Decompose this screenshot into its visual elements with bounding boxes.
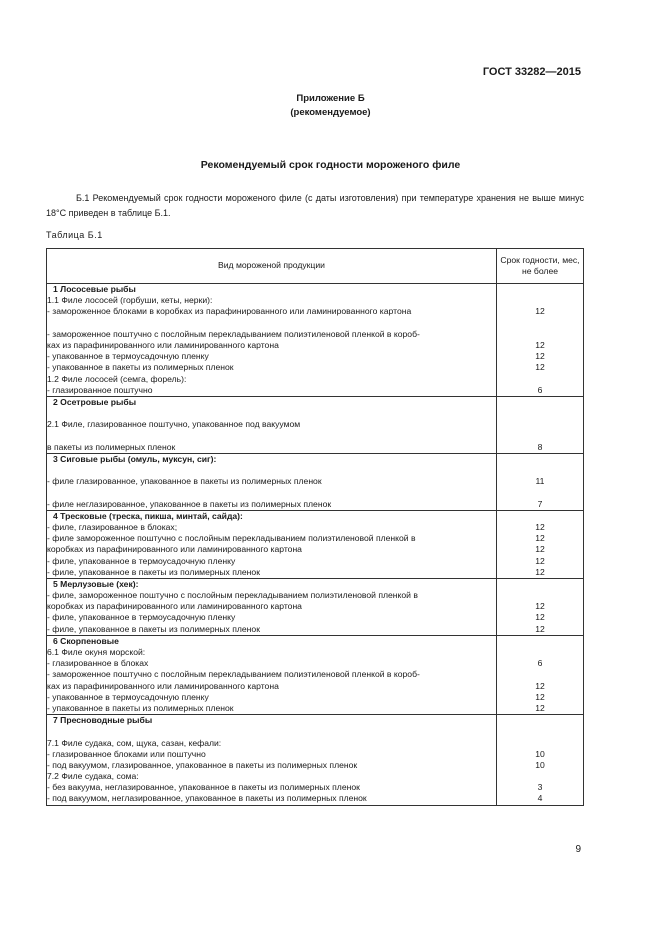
shelf-life-value (497, 408, 583, 419)
product-line: - филе, упакованное в пакеты из полимерных пленок (47, 566, 260, 577)
page-number: 9 (575, 844, 581, 855)
shelf-life-value (497, 430, 583, 441)
shelf-life-value: 6 (537, 658, 543, 669)
shelf-life-value (497, 329, 583, 340)
shelf-life-value (497, 669, 583, 680)
shelf-life-cell (497, 635, 584, 714)
shelf-life-value: 7 (537, 498, 543, 509)
shelf-life-value (497, 579, 583, 590)
table-body (47, 284, 584, 806)
product-description-cell (47, 715, 497, 806)
shelf-life-value: 12 (535, 555, 545, 566)
annex-title: Приложение Б (296, 93, 365, 104)
product-line: - упакованное в пакеты из полимерных пленок (47, 702, 234, 713)
shelf-life-value (497, 715, 583, 726)
product-line: - филе, замороженное поштучно с послойным перекладыванием полиэтиленовой пленкой в (47, 590, 418, 601)
header-shelf-life: Срок годности, мес, не более (497, 249, 584, 284)
product-line: - упакованное в пакеты из полимерных пленок (47, 362, 234, 373)
standard-number: ГОСТ 33282—2015 (482, 66, 581, 78)
product-line (47, 465, 496, 476)
product-line: ках из парафинированного или ламинированного картона (47, 680, 279, 691)
shelf-life-value: 4 (537, 793, 543, 804)
product-line (47, 318, 496, 329)
product-line (47, 430, 496, 441)
product-line: - упакованное в термоусадочную пленку (47, 351, 209, 362)
section-heading: 6 Скорпеновые (53, 635, 119, 646)
product-description-cell (47, 396, 497, 453)
shelf-life-value: 8 (537, 441, 543, 452)
product-line: - замороженное поштучно с послойным перекладыванием полиэтиленовой пленкой в короб- (47, 669, 420, 680)
shelf-life-value: 12 (535, 521, 545, 532)
product-line: - замороженное блоками в коробках из парафинированного или ламинированного картона (47, 306, 412, 317)
shelf-life-value: 10 (535, 748, 545, 759)
shelf-life-value: 12 (535, 612, 545, 623)
product-line: 7.1 Филе судака, сом, щука, сазан, кефали: (47, 737, 222, 748)
table-row (47, 284, 584, 397)
shelf-life-value (497, 465, 583, 476)
shelf-life-value: 12 (535, 601, 545, 612)
table-caption: Таблица Б.1 (46, 230, 103, 240)
shelf-life-value: 10 (535, 759, 545, 770)
shelf-life-value: 12 (535, 306, 545, 317)
shelf-life-table (46, 248, 584, 806)
shelf-life-value: 12 (535, 566, 545, 577)
table-row (47, 453, 584, 510)
product-line: - замороженное поштучно с послойным перекладыванием полиэтиленовой пленкой в короб- (47, 328, 420, 339)
product-line: в пакеты из полимерных пленок (47, 441, 176, 452)
product-line (47, 726, 496, 737)
product-line: - глазированное блоками или поштучно (47, 748, 206, 759)
shelf-life-value (497, 487, 583, 498)
shelf-life-value (497, 295, 583, 306)
product-line: 7.2 Филе судака, сома: (47, 771, 139, 782)
product-line: - филе, упакованное в термоусадочную пленку (47, 612, 236, 623)
header-product-type: Вид мороженой продукции (47, 249, 497, 284)
shelf-life-cell (497, 715, 584, 806)
product-line: 1.2 Филе лососей (семга, форель): (47, 373, 187, 384)
shelf-life-value: 6 (537, 384, 543, 395)
product-description-cell (47, 284, 497, 397)
product-line: 6.1 Филе окуня морской: (47, 647, 146, 657)
shelf-life-value: 12 (535, 544, 545, 555)
product-line: - глазированное поштучно (47, 384, 153, 395)
document-title: Рекомендуемый срок годности мороженого филе (200, 159, 461, 171)
table-header-row (47, 249, 584, 284)
product-line: - без вакуума, неглазированное, упакованное в пакеты из полимерных пленок (47, 782, 360, 793)
table-row (47, 635, 584, 714)
shelf-life-cell (497, 578, 584, 635)
product-line: - филе, глазированное в блоках; (47, 521, 178, 532)
product-line: коробках из парафинированного или ламинированного картона (47, 601, 302, 612)
product-line: 2.1 Филе, глазированное поштучно, упакованное под вакуумом (47, 419, 301, 430)
shelf-life-cell (497, 510, 584, 578)
product-line: - глазированное в блоках (47, 658, 149, 669)
product-line: ках из парафинированного или ламинированного картона (47, 339, 279, 350)
shelf-life-value: 12 (535, 702, 545, 713)
product-line (47, 487, 496, 498)
shelf-life-value (497, 511, 583, 522)
shelf-life-value: 3 (537, 782, 543, 793)
product-description-cell (47, 635, 497, 714)
table-row (47, 510, 584, 578)
intro-paragraph: Б.1 Рекомендуемый срок годности мороженого филе (с даты изготовления) при температуре хранения не выше минус 18°С приведен в таблице Б.1. (46, 193, 584, 218)
product-line: - упакованное в термоусадочную пленку (47, 691, 209, 702)
shelf-life-value: 11 (535, 476, 545, 487)
product-line: 1.1 Филе лососей (горбуши, кеты, нерки): (47, 295, 213, 306)
product-line: - под вакуумом, глазированное, упакованное в пакеты из полимерных пленок (47, 759, 358, 770)
product-line: - филе, упакованное в термоусадочную пленку (47, 555, 236, 566)
shelf-life-value (497, 397, 583, 408)
shelf-life-value (497, 284, 583, 295)
product-line: коробках из парафинированного или ламинированного картона (47, 544, 302, 555)
shelf-life-value: 12 (535, 691, 545, 702)
product-line: - филе замороженное поштучно с послойным перекладыванием полиэтиленовой пленкой в (47, 533, 416, 544)
shelf-life-value (497, 647, 583, 658)
shelf-life-value (497, 771, 583, 782)
annex-subtitle: (рекомендуемое) (290, 107, 371, 118)
shelf-life-cell (497, 284, 584, 397)
section-heading: 7 Пресноводные рыбы (53, 715, 153, 726)
shelf-life-value (497, 318, 583, 329)
section-heading: 2 Осетровые рыбы (53, 396, 137, 407)
product-line: - филе, упакованное в пакеты из полимерных пленок (47, 623, 260, 634)
product-line: - под вакуумом, неглазированное, упакованное в пакеты из полимерных пленок (47, 793, 367, 804)
product-description-cell (47, 453, 497, 510)
product-line (47, 408, 496, 419)
shelf-life-value: 12 (535, 680, 545, 691)
shelf-life-value (497, 419, 583, 430)
shelf-life-cell (497, 453, 584, 510)
shelf-life-value (497, 590, 583, 601)
product-description-cell (47, 578, 497, 635)
table-row (47, 396, 584, 453)
shelf-life-value: 12 (535, 533, 545, 544)
shelf-life-value: 12 (535, 339, 545, 350)
table-row (47, 715, 584, 806)
shelf-life-value (497, 636, 583, 647)
section-heading: 1 Лососевые рыбы (53, 284, 136, 294)
product-line: - филе неглазированное, упакованное в пакеты из полимерных пленок (47, 498, 332, 509)
shelf-life-value (497, 374, 583, 385)
shelf-life-value (497, 726, 583, 737)
shelf-life-value: 12 (535, 623, 545, 634)
product-description-cell (47, 510, 497, 578)
section-heading: 3 Сиговые рыбы (омуль, муксун, сиг): (53, 453, 217, 464)
shelf-life-value: 12 (535, 351, 545, 362)
shelf-life-cell (497, 396, 584, 453)
table-row (47, 578, 584, 635)
shelf-life-value (497, 454, 583, 465)
shelf-life-value: 12 (535, 362, 545, 373)
product-line: - филе глазированное, упакованное в пакеты из полимерных пленок (47, 476, 322, 487)
section-heading: 5 Мерлузовые (хек): (53, 578, 139, 589)
section-heading: 4 Тресковые (треска, пикша, минтай, сайда): (53, 510, 243, 521)
shelf-life-value (497, 738, 583, 749)
